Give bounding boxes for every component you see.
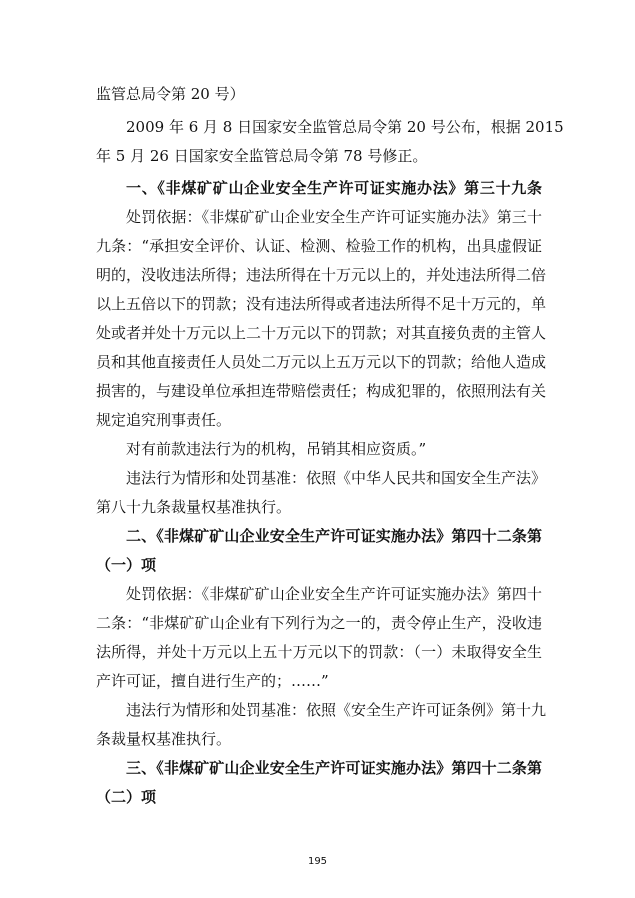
body-line: 损害的，与建设单位承担连带赔偿责任；构成犯罪的，依照刑法有关 bbox=[96, 382, 547, 400]
body-line: 2009 年 6 月 8 日国家安全监管总局令第 20 号公布，根据 2015 bbox=[126, 118, 564, 136]
body-line: 违法行为情形和处罚基准：依照《安全生产许可证条例》第十九 bbox=[126, 701, 547, 719]
section-heading-continuation: （一）项 bbox=[96, 556, 157, 574]
body-line: 产许可证，擅自进行生产的；……” bbox=[96, 672, 329, 690]
page-number: 195 bbox=[307, 856, 328, 867]
section-heading: 三、《非煤矿矿山企业安全生产许可证实施办法》第四十二条第 bbox=[126, 759, 542, 777]
body-line: 法所得，并处十万元以上五十万元以下的罚款：（一）未取得安全生 bbox=[96, 643, 542, 661]
body-line: 员和其他直接责任人员处二万元以上五万元以下的罚款；给他人造成 bbox=[96, 353, 547, 371]
body-line: 明的，没收违法所得；违法所得在十万元以上的，并处违法所得二倍 bbox=[96, 266, 547, 284]
body-line: 以上五倍以下的罚款；没有违法所得或者违法所得不足十万元的，单 bbox=[96, 295, 547, 313]
body-line: 九条：“承担安全评价、认证、检测、检验工作的机构，出具虚假证 bbox=[96, 237, 542, 255]
section-heading-continuation: （二）项 bbox=[96, 788, 157, 806]
body-line: 对有前款违法行为的机构，吊销其相应资质。” bbox=[126, 440, 427, 458]
body-line: 二条：“非煤矿矿山企业有下列行为之一的，责令停止生产，没收违 bbox=[96, 614, 542, 632]
body-line: 监管总局令第 20 号） bbox=[96, 85, 245, 103]
body-line: 第八十九条裁量权基准执行。 bbox=[96, 498, 292, 516]
body-line: 规定追究刑事责任。 bbox=[96, 411, 232, 429]
body-line: 违法行为情形和处罚基准：依照《中华人民共和国安全生产法》 bbox=[126, 469, 547, 487]
body-line: 处或者并处十万元以上二十万元以下的罚款；对其直接负责的主管人 bbox=[96, 324, 547, 342]
body-line: 年 5 月 26 日国家安全监管总局令第 78 号修正。 bbox=[96, 147, 428, 165]
section-heading: 二、《非煤矿矿山企业安全生产许可证实施办法》第四十二条第 bbox=[126, 527, 542, 545]
section-heading: 一、《非煤矿矿山企业安全生产许可证实施办法》第三十九条 bbox=[126, 179, 542, 197]
body-line: 处罚依据：《非煤矿矿山企业安全生产许可证实施办法》第三十 bbox=[126, 208, 542, 226]
body-line: 条裁量权基准执行。 bbox=[96, 730, 232, 748]
body-line: 处罚依据：《非煤矿矿山企业安全生产许可证实施办法》第四十 bbox=[126, 585, 542, 603]
